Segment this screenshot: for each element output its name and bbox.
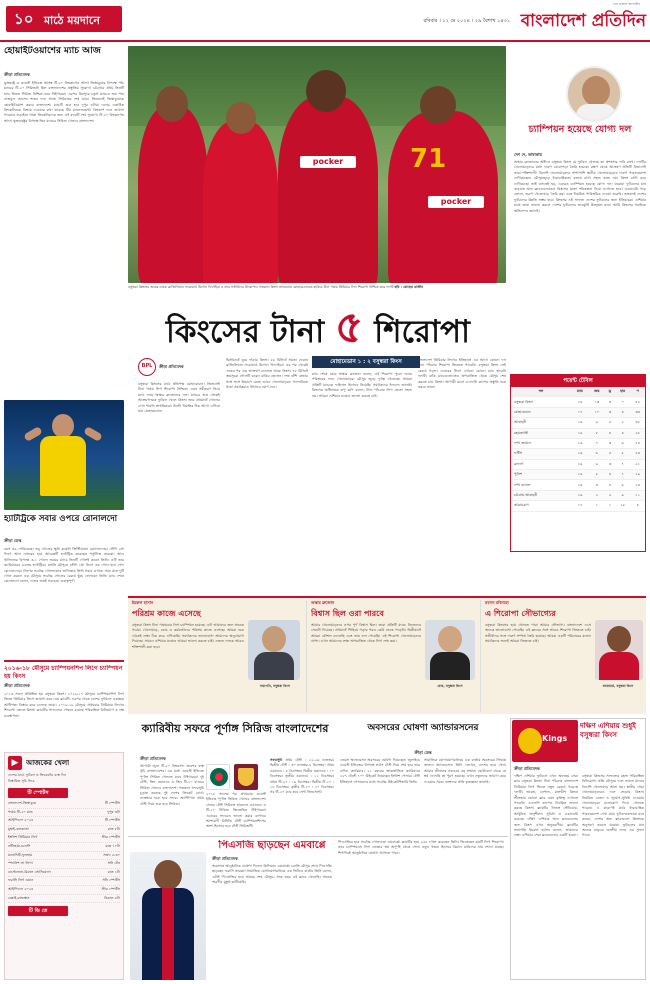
tagline: সত্য প্রকাশে আপসহীন	[613, 2, 640, 6]
table-cell: ১০	[589, 407, 605, 417]
table-cell: ৮	[589, 428, 605, 438]
list-item	[8, 877, 120, 886]
opinion-2-photo	[425, 620, 475, 680]
table-cell: ৯	[615, 490, 630, 500]
tv-guide-line2: বিস্তারিত সূচি নিচে	[8, 779, 35, 783]
left-story-1-body: যুক্তরাষ্ট্র ও ওয়েস্ট ইন্ডিজে আসন্ন টি-২০ বিশ্বকাপের আগে জিম্বাবুয়ের বিপক্ষে পাঁচ ম্যাচের টি-২০ সিরিজটা ছিল বাংলাদেশের প্রস্তুতির সুযোগ। চট্টগ্রামে প্রথম তিনটি ম্যাচ জিতে সিরিজ নিশ্চিত করে টাইগাররা। এরপর মিরপুরে চতুর্থ ম্যাচেও জয় পায় নাজমুল হোসেন শান্তর দল। আজ সিরিজের শেষ ম্যাচ। জিতলেই জিম্বাবুয়েকে হোয়াইটওয়াশ করবে বাংলাদেশ। ম্যাচটি শুরু হবে দুপুর ৩টায়। দলের একাধিক ক্রিকেটারকে বিশ্রাম দেওয়ার কথা ভাবছে টিম ম্যানেজমেন্ট। বিশ্বকাপ দলে জায়গা পাওয়ার লড়াইয়ে থাকা ক্রিকেটারদের জন্য এই ম্যাচটি শেষ সুযোগ। টি-২০ বিশ্বকাপের আগে যুক্তরাষ্ট্রের বিপক্ষে তিন ম্যাচের সিরিজ খেলবে বাংলাদেশ।	[4, 81, 124, 123]
listing-event: আইপিএল ২০২৪	[8, 886, 34, 891]
points-table	[510, 374, 646, 552]
main-story-col2: দ্বিতীয়ার্ধে ঘুরে দাঁড়ায় কিংস। ৫৬ মিনিটে সমতা ফেরান ব্রাজিলিয়ান ফরোয়ার্ড মিগেল ফিগেইরা। এর পর থেকেই একের পর এক আক্রমণ চালাতে থাকে কিংস। ৭৮ মিনিটে জয়সূচক গোলটি করেন রাকিব হোসেন। শেষ বাঁশি বাজার সঙ্গে সঙ্গে উল্লাসে মেতে ওঠেন খেলোয়াড়রা। গ্যালারিতে থাকা সমর্থকরাও উৎসবে যোগ দেন।	[226, 358, 308, 390]
opinion-3-face	[607, 626, 631, 652]
sports-tag: টি স্পোর্টস	[8, 788, 68, 798]
table-row	[511, 438, 645, 448]
cricket-col1: আগামী জুনে টি-২০ বিশ্বকাপ। তারপর ব্যস্ত সূচি বাংলাদেশের। এর মধ্যে ওয়েস্ট ইন্ডিজে পূর্ণাঙ্গ সিরিজ খেলতে যাবে টাইগাররা। দুই টেস্ট, তিন ওয়ানডে ও তিন টি-২০ ম্যাচের সিরিজ খেলবে বাংলাদেশ। গতকাল সফরসূচি চূড়ান্ত করেছে দুই দেশের ক্রিকেট বোর্ড। নভেম্বরে শুরু হবে সফর। অ্যান্টিগায় প্রথম টেস্ট দিয়ে শুরু হবে সিরিজ।	[140, 764, 204, 806]
table-cell: ৪২	[630, 397, 645, 407]
listing-event: ম্যানসিটি-ফুলহাম	[8, 852, 33, 857]
table-row	[511, 418, 645, 428]
opinion-2	[306, 600, 476, 712]
listing-channel: রাত ১০টা	[105, 843, 120, 848]
opinion-2-role: কোচ, বসুন্ধরা কিংস	[437, 684, 463, 688]
player-jersey	[138, 106, 208, 283]
mbappe-col1: অবশেষে আনুষ্ঠানিক ঘোষণা দিলেন কিলিয়ান এমবাপ্পে। চলতি মৌসুম শেষে পিএসজি ছাড়ছেন ফরাসি তারকা। সামাজিক যোগাযোগমাধ্যমে এক ভিডিও বার্তায় তিনি বলেন, এটাই পিএসজির হয়ে আমার শেষ মৌসুম। সাত বছর এই ক্লাবে খেলেছি। অনেক স্মরণীয় মুহূর্ত কাটিয়েছি।	[212, 864, 332, 885]
kings-history-body: ২০১৩ সালে প্রতিষ্ঠিত হয় বসুন্ধরা কিংস। ২০১৬-১৭ মৌসুমে চ্যাম্পিয়নশিপ লিগ জিতে প্রিমিয়ার লিগে জায়গা করে নেয় ক্লাবটি। এরপর থেকে দেশের ফুটবলে একচ্ছত্র আধিপত্য বিস্তার করে চলেছে তারা। ২০১৮-১৯ মৌসুমে প্রথমবার প্রিমিয়ার লিগের শিরোপা জেতে কিংস। ক্লাবটির সাফল্যের পেছনে রয়েছে পরিকল্পিত বিনিয়োগ ও দক্ষ ব্যবস্থাপনা।	[4, 692, 124, 718]
points-table-header-cell: হার	[615, 387, 630, 397]
wi-logo	[234, 764, 258, 790]
headline-number: ৫	[334, 302, 364, 353]
dateline: রবিবার । ১২ মে ২০২৪ । ২৯ বৈশাখ ১৪৩১	[423, 18, 510, 24]
bcb-logo	[206, 764, 230, 790]
ronaldo-arm	[83, 426, 103, 442]
south-asia-col2: বসুন্ধরা কিংসের সাফল্যের রহস্য পরিকল্পিত বিনিয়োগ। প্রতি মৌসুমে দলে ভালো মানের বিদেশি খেলোয়াড় আনা হয়। স্থানীয় সেরা খেলোয়াড়দেরও দলে ভেড়ায় কিংস। নিয়মিত বেতন ও সুযোগ-সুবিধা দেওয়ায় খেলোয়াড়রা মনোযোগ দিয়ে খেলতে পারেন। এ কারণেই মাঠে ধারাবাহিক পারফরম্যান্স দেখা যায়। ফুটবলবোদ্ধারা মনে করেন, দেশের অন্য ক্লাবগুলো কিংসকে অনুসরণ করলে ঘরোয়া ফুটবলের মান অনেক বাড়বে। জাতীয় দলও এর সুফল পাবে।	[582, 774, 644, 838]
opinion-2-author: অস্কার ব্রুজোন	[311, 600, 335, 605]
table-cell: ৬	[589, 449, 605, 459]
anderson-col1: জেমস অ্যান্ডারসন অবসরের ঘোষণা দিয়েছেন। জুলাইয়ে ওয়েস্ট ইন্ডিজের বিপক্ষে লর্ডস টেস্ট দিয়ে শেষ হবে তার বর্ণাঢ্য ক্যারিয়ার। ২১ বছরের আন্তর্জাতিক ক্যারিয়ারে ১৮৭ টেস্টে ৭০০ উইকেট নিয়েছেন ইংলিশ পেসার। টেস্ট ইতিহাসে পেসারদের মধ্যে সর্বোচ্চ উইকেটশিকারি তিনি।	[340, 758, 420, 784]
points-table-header	[511, 387, 645, 397]
table-cell: ৬	[615, 438, 630, 448]
columnist-shirt	[576, 104, 616, 122]
listing-event: ইংলিশ প্রিমিয়ার লিগ	[8, 835, 38, 840]
listing-channel: স্টার স্পোর্টস	[101, 835, 120, 840]
table-cell: পুলিশ	[511, 470, 571, 480]
table-cell: ৪	[615, 428, 630, 438]
table-cell: ১৭	[571, 407, 589, 417]
listing-event: ফরাসি লিগ ওয়ান	[8, 878, 34, 883]
player-head	[156, 86, 188, 122]
points-table-body	[511, 397, 645, 511]
opinion-1-author: ইমরুল হাসান	[132, 600, 154, 605]
tv-guide-box	[4, 752, 124, 980]
left-story-1-byline: ক্রীড়া প্রতিবেদক	[4, 72, 30, 77]
south-asia-title: দক্ষিণ এশিয়ায় শুধুই বসুন্ধরা কিংস	[580, 722, 636, 739]
listing-event: বার্সেলোনা-রিয়াল সোসিয়েদাদ	[8, 869, 52, 874]
table-cell: ১	[605, 501, 615, 511]
table-cell: ০	[615, 397, 630, 407]
main-story-byline: ক্রীড়া প্রতিবেদক	[159, 363, 184, 369]
main-story-col1: বসুন্ধরা কিংসের মাঠে প্রতিপক্ষ মোহামেডান। জিতলেই টানা পঞ্চম লিগ শিরোপা নিশ্চিত। এমন সমীকরণ নিয়ে মাঠে নামে অস্কার ব্রুজোনের দল। ম্যাচের শুরু থেকেই আক্রমণাত্মক ফুটবল খেলে কিংস। তবে প্রথমার্ধে গোলের দেখা পায়নি স্বাগতিকরা। উল্টো বিরতির ঠিক আগে এগিয়ে যায় মোহামেডান।	[138, 382, 220, 414]
table-cell: ৩	[605, 459, 615, 469]
anderson-col2: সামাজিক যোগাযোগমাধ্যমে এক বার্তায় অবসরের সিদ্ধান্ত জানান অ্যান্ডারসন। তিনি লেখেন, দেশের হয়ে খেলা আমার জীবনের সবচেয়ে বড় সম্মান। ছোটবেলা থেকে যে স্বপ্ন দেখেছি তা পূরণ হয়েছে। এখন নতুনদের জায়গা করে দেওয়ার সময়। ভক্তদের প্রতি কৃতজ্ঞতা জানাই।	[424, 758, 506, 784]
mbappe-jersey-stripe	[162, 888, 174, 980]
ronaldo-byline: ক্রীড়া ডেস্ক	[4, 538, 22, 543]
left-story-1	[4, 46, 124, 406]
mbappe-col2: পিএসজির হয়ে সর্বোচ্চ গোলদাতা এমবাপ্পে। ক্লাবটির হয়ে ২৫৫ গোল করেছেন তিনি। জিতেছেন ছয়টি লিগ শিরোপা। তবে চ্যাম্পিয়নস লিগ জেতার স্বপ্ন অপূর্ণই থেকে গেল। নতুন গন্তব্য হিসেবে রিয়াল মাদ্রিদের নাম শোনা যাচ্ছে। শিগগিরই আনুষ্ঠানিক ঘোষণা আসতে পারে।	[338, 840, 504, 855]
table-row	[511, 470, 645, 480]
main-story-col4: বাংলাদেশ প্রিমিয়ার লিগের ইতিহাসে এর আগে কোনো দল টানা পাঁচবার শিরোপা জিততে পারেনি। বসুন্ধরা কিংস সেই রেকর্ড গড়ল। এবারের লিগে এখনো কোনো ম্যাচ হারেনি দলটি। বাকি ম্যাচগুলোতেও অপরাজিত থেকে মৌসুম শেষ করতে চায় কিংস। আগামী মাসে এএফসি কাপের প্রস্তুতি শুরু করবে তারা।	[418, 358, 506, 390]
table-cell: ২৩	[630, 449, 645, 459]
opinion-1	[132, 600, 302, 712]
list-item	[8, 817, 120, 826]
opinion-1-body: বসুন্ধরা কিংস টানা পঞ্চমবার লিগ চ্যাম্পিয়ন হয়েছে। এটা আমাদের জন্য অনেক গর্বের। খেলোয়াড়, কোচ ও কর্মকর্তাদের পরিশ্রম কাজে এসেছে। আমরা শুরু থেকেই লক্ষ্য ঠিক করে এগিয়েছি। সমর্থকদের ভালোবাসা আমাদের অনুপ্রেরণা দিয়েছে। সামনে এশিয়ার মঞ্চেও আমরা ভালো করতে চাই। এজন্য দলকে আরও শক্তিশালী করা হবে।	[132, 623, 244, 649]
table-cell: ৫	[605, 490, 615, 500]
table-cell: ১৫	[615, 501, 630, 511]
table-cell: ৬	[589, 459, 605, 469]
table-cell: ৫	[605, 418, 615, 428]
player-head	[420, 86, 456, 124]
kings-history-byline: ক্রীড়া প্রতিবেদক	[4, 683, 30, 688]
opinion-2-body: আমার খেলোয়াড়দের ওপর পূর্ণ বিশ্বাস ছিল। তারা প্রতিটি ম্যাচে নিজেদের সেরাটা দিয়েছে। প্রথমার্ধে পিছিয়ে পড়ার পরও কেউ ভেঙে পড়েনি। দ্বিতীয়ার্ধে আমরা কৌশল বদলেছি এবং তার ফল পেয়েছি। এই শিরোপা খেলোয়াড়দের প্রাপ্য। এখন আমাদের লক্ষ্য অপরাজিত থেকে লিগ শেষ করা।	[311, 623, 421, 644]
table-cell: ৩	[605, 407, 615, 417]
cricket-col2: ২০১৮ সালের পর প্রথমবার ওয়েস্ট ইন্ডিজে পূর্ণাঙ্গ সিরিজ খেলবে বাংলাদেশ। সেবার টেস্ট সিরিজে হারলেও ওয়ানডে ও টি-২০ সিরিজ জিতেছিল টাইগাররা। এবারের সফরেও ভালো করার ব্যাপারে আশাবাদী বিসিবি। টেস্ট চ্যাম্পিয়নশিপের অংশ হিসেবে হবে টেস্ট সিরিজটি।	[206, 792, 266, 829]
cricket-col3	[270, 758, 334, 830]
south-asia-col1: দক্ষিণ এশিয়ার ফুটবলে এখন অন্যতম সেরা ক্লাব বসুন্ধরা কিংস। টানা পাঁচবার বাংলাদেশ প্রিমিয়ার লিগ জিতে নতুন রেকর্ড গড়েছে দলটি। ভারত, নেপাল, মালদ্বীপ কিংবা শ্রীলঙ্কার কোনো ক্লাব এমন কৃতিত্ব দেখাতে পারেনি। এএফসি কাপেও নিয়মিত ভালো করছে কিংস। ক্লাবটির নিজস্ব স্টেডিয়াম, আধুনিক অনুশীলন সুবিধা ও একাডেমি রয়েছে। দক্ষিণ এশিয়ার অন্য ক্লাবগুলোর জন্য কিংস এখন অনুকরণীয়। ক্লাবটির সভাপতি ইমরুল হাসান বলেন, আমাদের লক্ষ্য এশিয়ার সেরা ক্লাবগুলোর একটি হওয়া।	[514, 774, 578, 838]
right-story-title: চ্যাম্পিয়ন হয়েছে যোগ্য দল	[528, 124, 632, 135]
page-header	[0, 0, 650, 42]
headline-pre: কিংসের টানা	[166, 314, 325, 350]
listing-event: চেন্নাই-রাজস্থান	[8, 895, 30, 900]
opinion-2-title: বিশ্বাস ছিল ওরা পারবে	[311, 609, 384, 618]
table-cell: ৪	[605, 428, 615, 438]
masthead-logo: বাংলাদেশ প্রতিদিন	[520, 11, 646, 31]
table-cell: ১৬	[571, 459, 589, 469]
points-table-header-cell: ড্র	[605, 387, 615, 397]
ronaldo-title: হ্যাটট্রিকে সবার ওপরে রোনালদো	[4, 514, 118, 524]
listing-channel: টি স্পোর্টস	[104, 801, 120, 805]
schedule-label: সফরসূচি	[270, 758, 283, 762]
table-cell: ১৭	[571, 501, 589, 511]
south-asia-byline: ক্রীড়া প্রতিবেদক	[514, 766, 540, 771]
table-cell: ১৩	[589, 397, 605, 407]
points-table-header-cell: প	[630, 387, 645, 397]
list-item	[8, 826, 120, 835]
points-table-header-cell: ম্যাচ	[571, 387, 589, 397]
columnist-face	[582, 76, 610, 106]
photo-credit: ছবি : রোহেত রাজীব	[394, 285, 423, 289]
table-cell: ১৬	[571, 449, 589, 459]
table-cell: ৯	[589, 418, 605, 428]
table-cell: ২১	[630, 459, 645, 469]
table-cell: মোহামেডান	[511, 407, 571, 417]
listing-event: নটিংহাম-চেলসি	[8, 843, 31, 848]
list-item	[8, 869, 120, 878]
table-cell: ২৮	[630, 428, 645, 438]
listing-channel: রাত ৮টা	[107, 826, 120, 831]
ronaldo-photo	[4, 400, 124, 510]
opinion-1-suit	[254, 652, 294, 680]
table-cell: ৪	[605, 480, 615, 490]
main-photo-caption	[128, 285, 506, 296]
player-jersey	[203, 121, 278, 283]
listing-event: বাংলাদেশ-জিম্বাবুয়ে	[8, 801, 37, 805]
list-item	[8, 834, 120, 843]
table-cell: চট্টগ্রাম আবাহনী	[511, 490, 571, 500]
jersey-sponsor: pocker	[300, 156, 356, 168]
table-row	[511, 501, 645, 511]
page-number-badge	[6, 6, 122, 32]
tv-guide-line1: দেশের মাঠে ফুটবল ও ক্রিকেটের ব্যস্ত দিন	[8, 773, 67, 777]
table-cell: ৯	[615, 480, 630, 490]
points-table-grid	[511, 387, 645, 512]
table-row	[511, 449, 645, 459]
table-cell: ১	[589, 501, 605, 511]
table-cell: ৭	[615, 470, 630, 480]
table-cell: ৭	[615, 459, 630, 469]
table-cell: ৪	[615, 407, 630, 417]
cricket-byline: ক্রীড়া প্রতিবেদক	[140, 756, 166, 761]
table-cell: ৪	[605, 470, 615, 480]
table-cell: ৫	[615, 449, 630, 459]
schedule-text: প্রথম টেস্ট : ২২-২৬ নভেম্বর। দ্বিতীয় টেস্ট : ৩০ নভেম্বর-৪ ডিসেম্বর। প্রথম ওয়ানডে : ৮ ডিসেম্বর। দ্বিতীয় ওয়ানডে : ১০ ডিসেম্বর। তৃতীয় ওয়ানডে : ১২ ডিসেম্বর। প্রথম টি-২০ : ১৬ ডিসেম্বর। দ্বিতীয় টি-২০ : ১৮ ডিসেম্বর। তৃতীয় টি-২০ : ২০ ডিসেম্বর। সব টি-২০ ম্যাচ হবে সেন্ট ভিনসেন্টে।	[270, 758, 334, 795]
opinion-3-photo	[595, 620, 643, 680]
table-cell: ৩	[605, 397, 615, 407]
ronaldo-story	[4, 514, 124, 655]
opinion-1-photo	[248, 620, 300, 680]
listing-channel: রাত ১টা	[107, 869, 120, 874]
table-row	[511, 397, 645, 407]
points-table-header-cell: জয়	[589, 387, 605, 397]
listing-channel: সনি টেন	[107, 861, 120, 866]
section-name: মাঠে ময়দানে	[43, 14, 100, 27]
table-cell: ৪	[630, 501, 645, 511]
right-story-body: অস্কার ব্রুজোনের অধীনে বসুন্ধরা কিংস যে ফুটবল খেলছে তা প্রশংসার দাবি রাখে। দলটির খেলোয়াড়দের মধ্যে দারুণ বোঝাপড়া তৈরি হয়েছে। রক্ষণ থেকে আক্রমণ প্রতিটি বিভাগেই তারা শক্তিশালী। বিদেশি খেলোয়াড়দের পাশাপাশি স্থানীয় খেলোয়াড়রাও দারুণ পারফরম্যান্স দেখিয়েছেন। মৌসুমজুড়ে ধারাবাহিকতা বজায় রাখা সহজ কাজ নয়। কিংস সেটা করে দেখিয়েছে। তাই বলতেই হয়, এবারও চ্যাম্পিয়ন হয়েছে যোগ্য দল। ঘরোয়া ফুটবলের মান বাড়াতে অন্য ক্লাবগুলোকেও কিংসের মতো পরিকল্পনা নিয়ে এগোতে হবে। একাডেমি গড়ে তোলা, তরুণ খেলোয়াড় তৈরি করা এবং নিয়মিত পারিশ্রমিক দেওয়া জরুরি। তাহলেই দেশের ফুটবলের উন্নতি সম্ভব হবে। কিংসের এই সাফল্য দেশের ফুটবলের জন্য ইতিবাচক। এশিয়ার মঞ্চে তারা ভালো করলে দেশের ফুটবলের ভাবমূর্তি উজ্জ্বল হবে। আমি কিংসের সবাইকে অভিনন্দন জানাই।	[514, 160, 646, 213]
table-cell: ২	[615, 418, 630, 428]
right-story-byline: দেশ দে, ভাষ্যকার	[514, 152, 542, 157]
opinion-3-body: বসুন্ধরা কিংসের হয়ে খেলতে পারা আমার সৌভাগ্য। বাংলাদেশে এসে অনেক ভালোবাসা পেয়েছি। এই ক্লাবের সঙ্গে আরও শিরোপা জিততে চাই। সতীর্থদের সঙ্গে দারুণ সম্পর্ক তৈরি হয়েছে। আমরা একটি পরিবারের মতো। সমর্থকদের জন্যই আমরা জিততে চাই।	[485, 623, 591, 644]
table-cell: শেখ জামাল	[511, 438, 571, 448]
opinion-3	[480, 600, 644, 712]
opinion-2-shirt	[430, 652, 470, 680]
opinion-1-face	[262, 626, 286, 652]
table-cell: ৩৩	[630, 407, 645, 417]
listing-channel: টি স্পোর্টস	[104, 818, 120, 823]
table-cell: ২	[589, 490, 605, 500]
kings-logo-text: Kings	[542, 734, 568, 743]
bcb-logo-red	[215, 773, 223, 781]
wi-logo-shield	[238, 768, 254, 786]
table-cell: ১৯	[630, 470, 645, 480]
opinion-3-title: এ শিরোপা সৌভাগ্যের	[485, 609, 556, 618]
main-photo	[128, 46, 506, 283]
list-item	[8, 843, 120, 852]
score-line: মোহামেডান ১ : ২ বসুন্ধরা কিংস	[312, 356, 420, 368]
points-table-title: পয়েন্ট টেবিল	[511, 375, 645, 387]
table-cell: আবাহনী	[511, 418, 571, 428]
table-cell: শেখ রাসেল	[511, 480, 571, 490]
crown-icon	[518, 728, 542, 754]
list-item	[8, 800, 120, 809]
listing-event: স্প্যানিশ লা লিগা	[8, 861, 33, 866]
mbappe-head	[154, 860, 182, 890]
table-cell: ১৩	[630, 480, 645, 490]
left-story-1-title: হোয়াইটওয়াশের ম্যাচ আজ	[4, 46, 101, 56]
player-head	[226, 102, 256, 134]
anderson-title: অবসরের ঘোষণা অ্যান্ডারসনের	[367, 723, 479, 733]
page-number: ১০	[14, 10, 34, 28]
ronaldo-arm	[23, 426, 43, 442]
tv-guide-tag: আজকের খেলা	[26, 759, 70, 767]
tv-listings	[5, 800, 123, 903]
table-cell: ১৬	[571, 418, 589, 428]
table-cell: ১৬	[571, 480, 589, 490]
table-row	[511, 490, 645, 500]
table-row	[511, 428, 645, 438]
table-row	[511, 407, 645, 417]
table-cell: ২৪	[630, 438, 645, 448]
table-cell: ৭	[589, 438, 605, 448]
anderson-byline: ক্রীড়া ডেস্ক	[414, 750, 432, 755]
cricket-title: ক্যারিবীয় সফরে পূর্ণাঙ্গ সিরিজ বাংলাদেশের	[141, 722, 329, 735]
jersey-sponsor: pocker	[428, 196, 484, 208]
kings-history-box	[4, 660, 124, 746]
table-cell: ৩	[605, 438, 615, 448]
table-cell: রহমতগঞ্জ	[511, 428, 571, 438]
listing-channel: দুপুর ৩টা	[107, 809, 120, 814]
kings-logo	[512, 720, 578, 762]
table-cell: ১১	[630, 490, 645, 500]
listing-channel: সন্ধ্যা ৫-৩০	[103, 852, 120, 857]
table-cell: ৩২	[630, 418, 645, 428]
points-table-header-cell: দল	[511, 387, 571, 397]
player-head	[306, 70, 346, 112]
listing-event: পঞ্চম টি-২০ ম্যাচ	[8, 809, 33, 814]
table-row	[511, 459, 645, 469]
bpl-logo: BPL	[138, 358, 156, 376]
table-cell: আরামবাগ	[511, 501, 571, 511]
table-cell: ব্রাদার্স	[511, 459, 571, 469]
table-cell: ১৬	[571, 470, 589, 480]
opinion-3-jersey	[599, 652, 639, 680]
opinion-3-author: রবসন রবিনহো	[485, 600, 509, 605]
opinion-3-role: ফরোয়ার্ড, বসুন্ধরা কিংস	[602, 684, 634, 688]
opinion-1-title: পরিশ্রম কাজে এসেছে	[132, 609, 201, 618]
table-cell: ১৬	[571, 490, 589, 500]
list-item	[8, 809, 120, 818]
mbappe-byline: ক্রীড়া প্রতিবেদক	[212, 856, 238, 861]
headline-post: শিরোপা	[374, 314, 470, 350]
listing-channel: স্টার স্পোর্টস	[101, 886, 120, 891]
tv-tag: টি ভি তে	[8, 906, 68, 916]
main-story-col3: ম্যাচ শেষে কোচ অস্কার ব্রুজোন বলেন, এই শিরোপা পুরো দলের পরিশ্রমের ফল। খেলোয়াড়রা মৌসুম জুড়ে দুর্দান্ত খেলেছে। আমরা প্রতিটি ম্যাচকে ফাইনাল হিসেবে নিয়েছি। সমর্থকদের ধন্যবাদ জানাই। কিংসের অধিনায়ক তপু বর্মণ বলেন, টানা পাঁচবার লিগ জেতা সহজ নয়। আমরা এশিয়ার মঞ্চেও ভালো করতে চাই।	[312, 372, 412, 398]
list-item	[8, 852, 120, 861]
listing-channel: বিকাল ৪টা	[104, 895, 120, 900]
table-cell: ৫	[605, 449, 615, 459]
list-item	[8, 886, 120, 895]
mbappe-title: পিএসজি ছাড়ছেন এমবাপ্পে	[218, 840, 326, 851]
ronaldo-jersey	[40, 436, 86, 496]
jersey-number: 71	[410, 144, 447, 174]
table-cell: ৫	[589, 470, 605, 480]
list-item	[8, 895, 120, 904]
listing-event: মুম্বাই-কলকাতা	[8, 826, 29, 831]
table-cell: ১৬	[571, 397, 589, 407]
table-cell: ৩	[589, 480, 605, 490]
ronaldo-body: বয়স ৩৯ পেরিয়েছে। তবু গোলের ক্ষুধা কমেনি ক্রিস্টিয়ানো রোনালদোর। সৌদি প্রো লিগে আল নাসরের হয়ে আরেকটি হ্যাটট্রিক করেছেন পর্তুগিজ তারকা। আল খালিজের বিপক্ষে ৩-১ গোলে জয়ের ম্যাচে তিনটি গোলই করেন তিনি। এটি তার ক্যারিয়ারের ৬৫তম হ্যাটট্রিক। চলতি মৌসুমে সৌদি প্রো লিগে ৩৩ গোল হয়ে গেল রোনালদোর। লিগের সর্বোচ্চ গোলদাতার তালিকায় তিনি সবার ওপরে। আর মাত্র দুটি গোল করলে এক মৌসুমে সর্বোচ্চ গোলের রেকর্ড ছুঁয়ে ফেলবেন তিনি। ম্যাচ শেষে রোনালদো বলেন, দলের জয়ই সবচেয়ে গুরুত্বপূর্ণ।	[4, 547, 124, 584]
table-cell: ফর্টিস	[511, 449, 571, 459]
listing-event: আইপিএল ২০২৪	[8, 818, 34, 823]
opinion-2-face	[438, 626, 462, 652]
player-jersey	[278, 96, 378, 283]
columnist-photo	[566, 66, 622, 122]
table-cell: ১৬	[571, 438, 589, 448]
table-row	[511, 480, 645, 490]
caption-text: বসুন্ধরা কিংসের জয়ের নায়ক ব্রাজিলিয়ান ফরোয়ার্ড মিগেল ফিগেইরা ও তার সতীর্থদের উদযাপন। গতকাল কিংস অ্যারেনায় মোহামেডানকে হারিয়ে টানা পঞ্চম প্রিমিয়ার লিগ শিরোপা নিশ্চিত করে দলটি	[128, 285, 394, 289]
kings-history-title: ২০১৬-১৮ মৌসুমে চ্যাম্পিয়নশিপ লিগে চ্যাম্পিয়ন হয় কিংস	[4, 665, 123, 680]
listing-channel: সনি স্পোর্টস	[102, 878, 120, 883]
list-item	[8, 860, 120, 869]
table-cell: বসুন্ধরা কিংস	[511, 397, 571, 407]
main-headline	[138, 302, 498, 354]
ronaldo-head	[52, 414, 74, 438]
tv-icon: ▶	[8, 756, 22, 770]
opinion-1-role: সভাপতি, বসুন্ধরা কিংস	[259, 684, 290, 688]
mbappe-photo	[130, 852, 206, 980]
table-cell: ১৬	[571, 428, 589, 438]
